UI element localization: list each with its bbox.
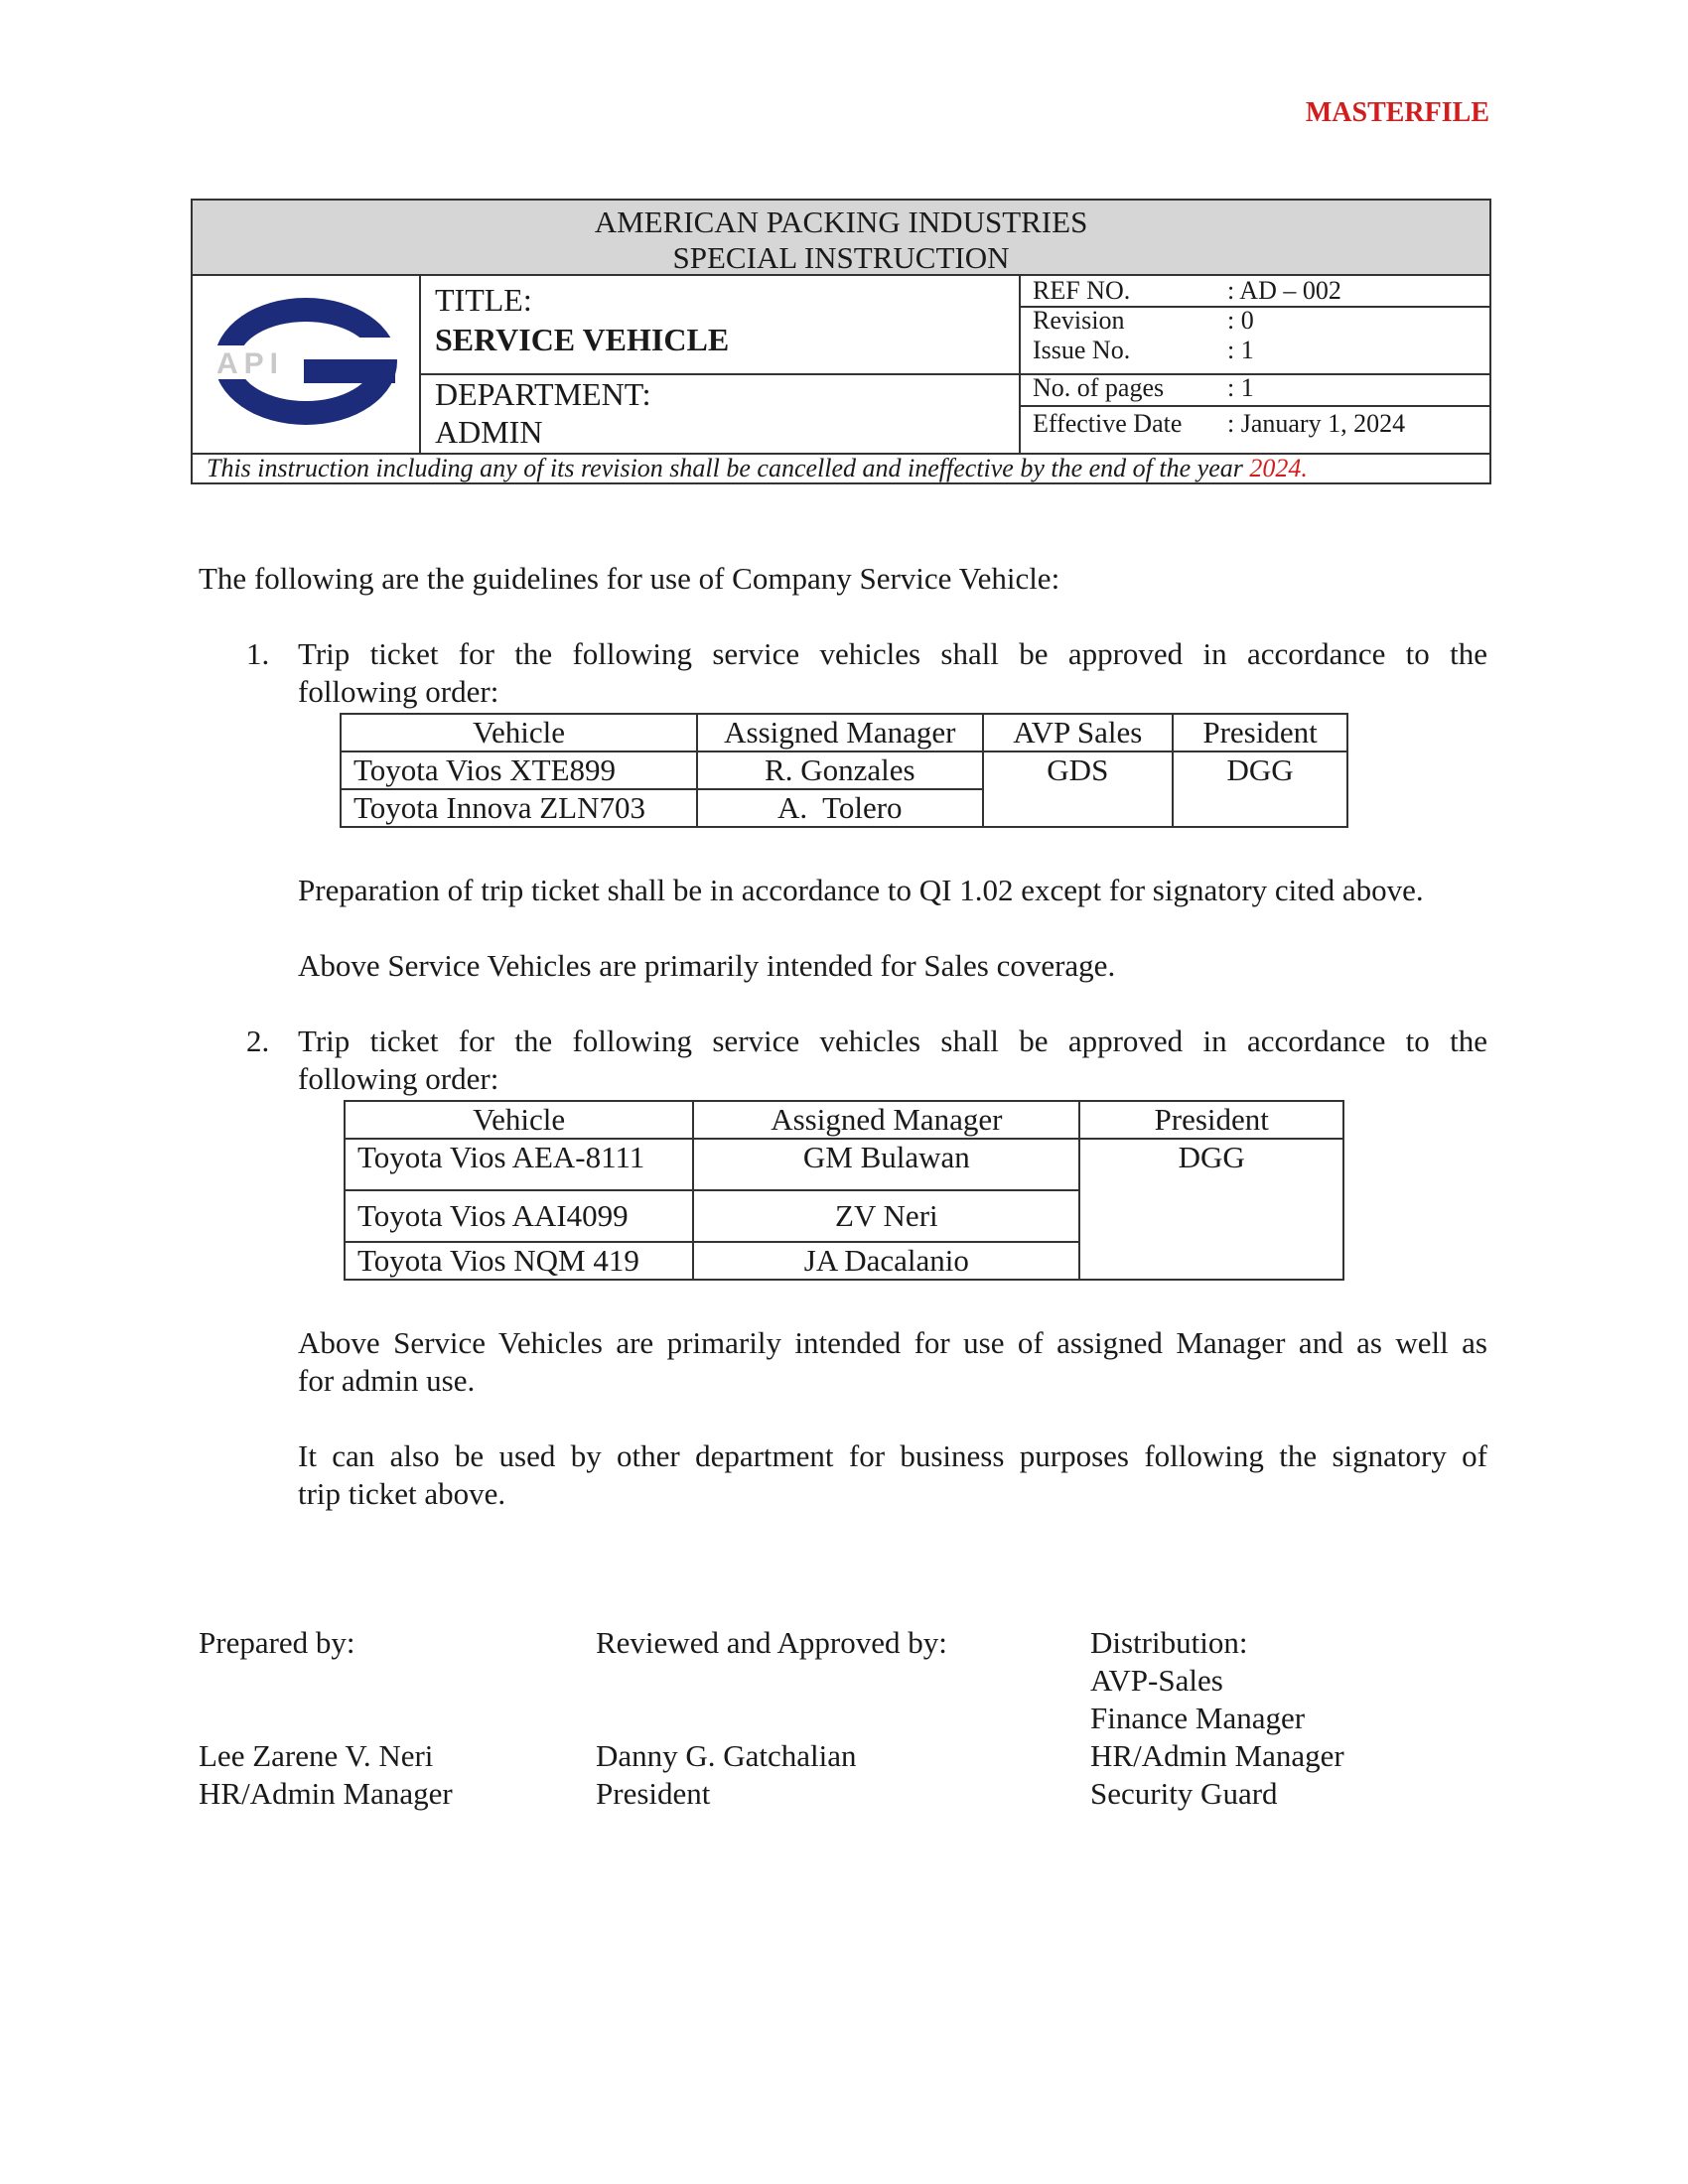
title-label: TITLE: bbox=[435, 282, 532, 318]
avp-sales-cell: GDS bbox=[983, 751, 1174, 827]
meta-pages: No. of pages : 1 bbox=[1033, 373, 1254, 402]
item2-note-2-line2: trip ticket above. bbox=[298, 1476, 506, 1511]
title-cell bbox=[421, 276, 1021, 375]
approval-table-1 bbox=[340, 713, 1348, 828]
prepared-by-title: HR/Admin Manager bbox=[199, 1776, 453, 1811]
logo-cell bbox=[193, 276, 421, 453]
validity-year: 2024 bbox=[1249, 454, 1302, 482]
company-name: AMERICAN PACKING INDUSTRIES bbox=[594, 205, 1088, 239]
distribution-item: Finance Manager bbox=[1090, 1701, 1306, 1735]
distribution-item: AVP-Sales bbox=[1090, 1663, 1223, 1698]
column-header: Vehicle bbox=[341, 714, 697, 751]
column-header: President bbox=[1173, 714, 1347, 751]
reviewed-by-name: Danny G. Gatchalian bbox=[596, 1738, 857, 1773]
meta-effective-date: Effective Date : January 1, 2024 bbox=[1033, 409, 1406, 438]
item1-note-1: Preparation of trip ticket shall be in accordance to QI 1.02 except for signatory cited above. bbox=[298, 873, 1424, 907]
table-header-row bbox=[345, 1101, 1343, 1139]
item2-note-1-line1: Above Service Vehicles are primarily intended for use of assigned Manager and as well as bbox=[298, 1325, 1487, 1360]
distribution-item: HR/Admin Manager bbox=[1090, 1738, 1344, 1773]
reviewed-by-label: Reviewed and Approved by: bbox=[596, 1625, 947, 1660]
vehicle-cell: Toyota Innova ZLN703 bbox=[341, 789, 697, 827]
item1-text-line2: following order: bbox=[298, 674, 499, 709]
manager-cell: A. Tolero bbox=[697, 789, 982, 827]
manager-cell: ZV Neri bbox=[693, 1190, 1079, 1242]
president-cell: DGG bbox=[1079, 1139, 1343, 1280]
validity-notice: This instruction including any of its revision shall be cancelled and ineffective by the end of the year 2024. bbox=[193, 453, 1489, 484]
intro-text: The following are the guidelines for use of Company Service Vehicle: bbox=[199, 561, 1060, 596]
item2-note-2-line1: It can also be used by other department for business purposes following the signatory of bbox=[298, 1438, 1487, 1473]
manager-cell: GM Bulawan bbox=[693, 1139, 1079, 1190]
item1-note-2: Above Service Vehicles are primarily intended for Sales coverage. bbox=[298, 948, 1116, 983]
column-header: AVP Sales bbox=[983, 714, 1174, 751]
logo-text: API bbox=[216, 347, 285, 380]
document-type: SPECIAL INSTRUCTION bbox=[672, 240, 1010, 275]
column-header: Assigned Manager bbox=[697, 714, 982, 751]
prepared-by-label: Prepared by: bbox=[199, 1625, 355, 1660]
list-number: 2. bbox=[246, 1024, 270, 1058]
manager-cell: R. Gonzales bbox=[697, 751, 982, 789]
divider bbox=[1021, 405, 1489, 407]
manager-cell: JA Dacalanio bbox=[693, 1242, 1079, 1280]
vehicle-cell: Toyota Vios XTE899 bbox=[341, 751, 697, 789]
header-company-banner bbox=[193, 201, 1489, 276]
list-number: 1. bbox=[246, 636, 270, 671]
item2-note-1-line2: for admin use. bbox=[298, 1363, 476, 1398]
meta-issue-no: Issue No. : 1 bbox=[1033, 336, 1254, 364]
column-header: Assigned Manager bbox=[693, 1101, 1079, 1139]
meta-revision: Revision : 0 bbox=[1033, 306, 1254, 335]
department-value: ADMIN bbox=[435, 414, 543, 450]
vehicle-cell: Toyota Vios AAI4099 bbox=[345, 1190, 693, 1242]
company-logo bbox=[193, 276, 417, 449]
table-row bbox=[345, 1139, 1343, 1190]
department-cell bbox=[421, 375, 1021, 453]
item2-text-line2: following order: bbox=[298, 1061, 499, 1096]
prepared-by-name: Lee Zarene V. Neri bbox=[199, 1738, 434, 1773]
vehicle-cell: Toyota Vios AEA-8111 bbox=[345, 1139, 693, 1190]
table-header-row bbox=[341, 714, 1347, 751]
document-title: SERVICE VEHICLE bbox=[435, 322, 730, 357]
masterfile-stamp: MASTERFILE bbox=[1305, 97, 1489, 128]
distribution-label: Distribution: bbox=[1090, 1625, 1248, 1660]
column-header: Vehicle bbox=[345, 1101, 693, 1139]
document-header bbox=[191, 199, 1491, 484]
column-header: President bbox=[1079, 1101, 1343, 1139]
president-cell: DGG bbox=[1173, 751, 1347, 827]
approval-table-2 bbox=[344, 1100, 1344, 1281]
meta-ref-no: REF NO. : AD – 002 bbox=[1033, 276, 1341, 305]
vehicle-cell: Toyota Vios NQM 419 bbox=[345, 1242, 693, 1280]
reviewed-by-title: President bbox=[596, 1776, 711, 1811]
table-row bbox=[341, 751, 1347, 789]
item1-text-line1: Trip ticket for the following service vehicles shall be approved in accordance to the bbox=[298, 636, 1487, 671]
distribution-item: Security Guard bbox=[1090, 1776, 1278, 1811]
item2-text-line1: Trip ticket for the following service vehicles shall be approved in accordance to the bbox=[298, 1024, 1487, 1058]
document-meta bbox=[1021, 276, 1489, 453]
department-label: DEPARTMENT: bbox=[435, 376, 651, 412]
